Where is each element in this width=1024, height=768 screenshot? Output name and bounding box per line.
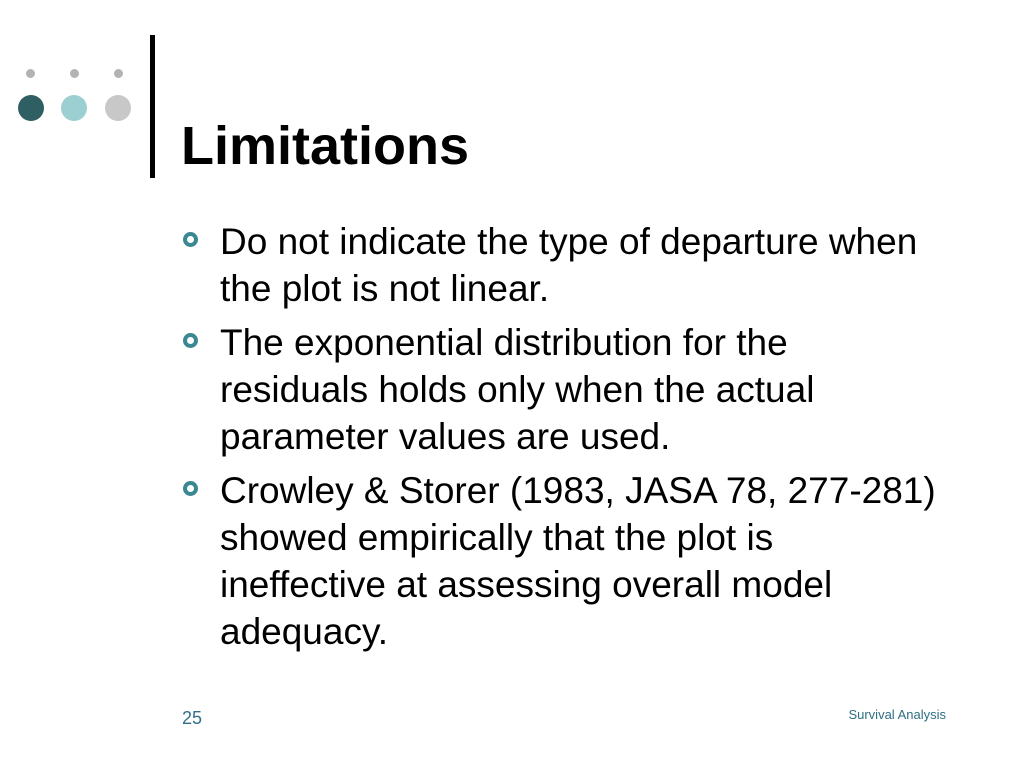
- bullet-item-2: [183, 319, 943, 460]
- decorative-dot-dark-teal: [18, 95, 44, 121]
- bullet-item-1: [183, 218, 943, 312]
- slide-page-number: 25: [182, 708, 203, 728]
- bullet-text-1: Do not indicate the type of departure when the plot is not linear.: [220, 221, 918, 309]
- bullet-list: [183, 218, 943, 662]
- bullet-text-3: Crowley & Storer (1983, JASA 78, 277-281) showed empirically that the plot is ineffective at assessing overall model adequacy.: [220, 470, 936, 652]
- circle-bullet-icon: [183, 232, 198, 247]
- decorative-small-dot-1: [26, 69, 35, 78]
- title-divider-line: [150, 35, 155, 178]
- bullet-text-2: The exponential distribution for the residuals holds only when the actual parameter values are used.: [220, 322, 815, 457]
- slide-footer-title: Survival Analysis: [848, 707, 946, 722]
- decorative-small-dot-3: [114, 69, 123, 78]
- bullet-item-3: [183, 467, 943, 655]
- circle-bullet-icon: [183, 333, 198, 348]
- decorative-dot-light-teal: [61, 95, 87, 121]
- decorative-dot-gray: [105, 95, 131, 121]
- slide-title: Limitations: [181, 116, 470, 177]
- decorative-small-dot-2: [70, 69, 79, 78]
- circle-bullet-icon: [183, 481, 198, 496]
